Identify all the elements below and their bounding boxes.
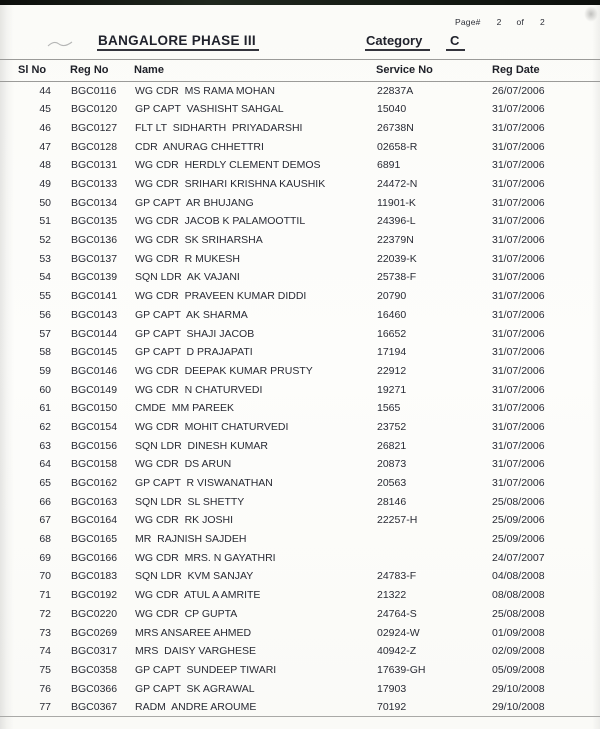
cell-service-no: 17639-GH: [377, 663, 426, 676]
cell-slno: 73: [39, 626, 51, 639]
cell-service-no: 22912: [377, 364, 407, 377]
cell-regno: BGC0120: [71, 103, 118, 116]
cell-regno: BGC0143: [71, 308, 118, 321]
cell-name: WG CDR R MUKESH: [135, 252, 240, 265]
table-row: [0, 586, 600, 605]
cell-service-no: 20563: [377, 477, 407, 490]
cell-name: GP CAPT R VISWANATHAN: [135, 477, 273, 490]
registry-table: [0, 59, 600, 717]
table-row: [0, 455, 600, 474]
table-row: [0, 623, 600, 642]
cell-regno: BGC0128: [71, 140, 118, 153]
page-indicator: [455, 17, 545, 27]
cell-slno: 69: [39, 551, 51, 564]
cell-regno: BGC0366: [71, 682, 118, 695]
cell-reg-date: 31/07/2006: [492, 178, 545, 191]
table-row: [0, 680, 600, 699]
table-row: [0, 231, 600, 250]
cell-reg-date: 31/07/2006: [492, 346, 545, 359]
cell-slno: 53: [39, 252, 51, 265]
cell-regno: BGC0166: [71, 551, 118, 564]
table-row: [0, 661, 600, 680]
cell-name: WG CDR HERDLY CLEMENT DEMOS: [135, 159, 321, 172]
cell-regno: BGC0131: [71, 159, 118, 172]
table-row: [0, 212, 600, 231]
cell-slno: 64: [39, 458, 51, 471]
cell-service-no: 02924-W: [377, 626, 420, 639]
cell-reg-date: 31/07/2006: [492, 252, 545, 265]
cell-slno: 66: [39, 495, 51, 508]
page-title: BANGALORE PHASE III: [97, 33, 259, 51]
cell-name: WG CDR PRAVEEN KUMAR DIDDI: [135, 290, 307, 303]
cell-name: GP CAPT VASHISHT SAHGAL: [135, 103, 284, 116]
table-row: [0, 138, 600, 157]
cell-reg-date: 05/09/2008: [492, 663, 545, 676]
cell-reg-date: 31/07/2006: [492, 234, 545, 247]
cell-reg-date: 31/07/2006: [492, 383, 545, 396]
cell-service-no: 26821: [377, 439, 407, 452]
table-row: [0, 306, 600, 325]
cell-service-no: 25738-F: [377, 271, 417, 284]
cell-reg-date: 31/07/2006: [492, 420, 545, 433]
cell-name: WG CDR JACOB K PALAMOOTTIL: [135, 215, 306, 228]
cell-name: MRS ANSAREE AHMED: [135, 626, 252, 639]
cell-regno: BGC0156: [71, 439, 118, 452]
cell-reg-date: 31/07/2006: [492, 439, 545, 452]
cell-service-no: 1565: [377, 402, 401, 415]
cell-slno: 56: [39, 308, 51, 321]
category-value: C: [446, 33, 465, 51]
cell-slno: 49: [39, 178, 51, 191]
cell-service-no: 6891: [377, 159, 401, 172]
table-row: [0, 493, 600, 512]
cell-reg-date: 31/07/2006: [492, 458, 545, 471]
cell-regno: BGC0145: [71, 346, 118, 359]
cell-name: SQN LDR KVM SANJAY: [135, 570, 254, 583]
cell-regno: BGC0163: [71, 495, 118, 508]
cell-name: WG CDR MOHIT CHATURVEDI: [135, 420, 289, 433]
page-label: Page#: [455, 17, 481, 27]
table-row: [0, 100, 600, 119]
cell-regno: BGC0164: [71, 514, 118, 527]
cell-regno: BGC0158: [71, 458, 118, 471]
table-row: [0, 698, 600, 717]
cell-reg-date: 29/10/2008: [492, 701, 545, 714]
column-header-slno: Sl No: [18, 64, 47, 76]
cell-name: SQN LDR SL SHETTY: [135, 495, 245, 508]
cell-name: WG CDR CP GUPTA: [135, 607, 238, 620]
table-row: [0, 474, 600, 493]
table-row: [0, 567, 600, 586]
cell-slno: 45: [39, 103, 51, 116]
cell-reg-date: 31/07/2006: [492, 308, 545, 321]
cell-slno: 52: [39, 234, 51, 247]
cell-slno: 58: [39, 346, 51, 359]
cell-service-no: 20873: [377, 458, 407, 471]
page-total: 2: [540, 17, 545, 27]
cell-service-no: 40942-Z: [377, 645, 417, 658]
cell-name: GP CAPT SUNDEEP TIWARI: [135, 663, 277, 676]
cell-slno: 60: [39, 383, 51, 396]
cell-service-no: 16652: [377, 327, 407, 340]
cell-name: MR RAJNISH SAJDEH: [135, 533, 247, 546]
cell-regno: BGC0144: [71, 327, 118, 340]
header-row: [0, 60, 600, 82]
cell-slno: 65: [39, 477, 51, 490]
cell-service-no: 16460: [377, 308, 407, 321]
cell-name: WG CDR DEEPAK KUMAR PRUSTY: [135, 364, 313, 377]
cell-slno: 59: [39, 364, 51, 377]
cell-service-no: 24396-L: [377, 215, 416, 228]
cell-service-no: 15040: [377, 103, 407, 116]
cell-name: GP CAPT AK SHARMA: [135, 308, 248, 321]
category-label: Category: [365, 33, 430, 51]
table-row: [0, 250, 600, 269]
cell-reg-date: 31/07/2006: [492, 121, 545, 134]
cell-reg-date: 31/07/2006: [492, 364, 545, 377]
cell-slno: 67: [39, 514, 51, 527]
cell-regno: BGC0317: [71, 645, 118, 658]
table-row: [0, 511, 600, 530]
cell-regno: BGC0137: [71, 252, 118, 265]
table-row: [0, 268, 600, 287]
cell-regno: BGC0183: [71, 570, 118, 583]
cell-reg-date: 31/07/2006: [492, 215, 545, 228]
cell-regno: BGC0154: [71, 420, 118, 433]
column-header-regdate: Reg Date: [492, 64, 540, 76]
cell-slno: 75: [39, 663, 51, 676]
cell-service-no: [372, 549, 487, 568]
column-header-service: Service No: [376, 64, 433, 76]
cell-regno: BGC0136: [71, 234, 118, 247]
cell-regno: BGC0367: [71, 701, 118, 714]
cell-reg-date: 08/08/2008: [492, 589, 545, 602]
cell-service-no: 70192: [377, 701, 407, 714]
cell-name: GP CAPT D PRAJAPATI: [135, 346, 253, 359]
cell-slno: 57: [39, 327, 51, 340]
cell-name: FLT LT SIDHARTH PRIYADARSHI: [135, 121, 303, 134]
cell-service-no: 26738N: [377, 121, 414, 134]
cell-regno: BGC0269: [71, 626, 118, 639]
cell-slno: 74: [39, 645, 51, 658]
cell-name: WG CDR RK JOSHI: [135, 514, 234, 527]
cell-service-no: 02658-R: [377, 140, 418, 153]
cell-regno: BGC0162: [71, 477, 118, 490]
cell-service-no: 22257-H: [377, 514, 418, 527]
cell-reg-date: 04/08/2008: [492, 570, 545, 583]
cell-service-no: 24783-F: [377, 570, 417, 583]
cell-service-no: 20790: [377, 290, 407, 303]
cell-reg-date: 31/07/2006: [492, 140, 545, 153]
cell-regno: BGC0116: [71, 84, 117, 97]
cell-name: GP CAPT AR BHUJANG: [135, 196, 254, 209]
table-row: [0, 437, 600, 456]
table-row: [0, 642, 600, 661]
cell-slno: 72: [39, 607, 51, 620]
cell-service-no: 22837A: [377, 84, 414, 97]
table-row: [0, 362, 600, 381]
cell-regno: BGC0146: [71, 364, 118, 377]
cell-slno: 77: [39, 701, 51, 714]
cell-regno: BGC0135: [71, 215, 118, 228]
cell-name: CMDE MM PAREEK: [135, 402, 234, 415]
cell-name: SQN LDR AK VAJANI: [135, 271, 240, 284]
table-body: [0, 82, 600, 717]
cell-name: WG CDR MRS. N GAYATHRI: [135, 551, 276, 564]
table-row: [0, 175, 600, 194]
cell-reg-date: 31/07/2006: [492, 271, 545, 284]
cell-regno: BGC0165: [71, 533, 118, 546]
cell-name: WG CDR SRIHARI KRISHNA KAUSHIK: [135, 178, 326, 191]
cell-reg-date: 31/07/2006: [492, 159, 545, 172]
cell-reg-date: 31/07/2006: [492, 477, 545, 490]
cell-name: MRS DAISY VARGHESE: [135, 645, 256, 658]
cell-regno: BGC0358: [71, 663, 118, 676]
category: [365, 33, 465, 48]
table-row: [0, 82, 600, 101]
cell-regno: BGC0127: [71, 121, 118, 134]
table-row: [0, 287, 600, 306]
cell-slno: 71: [39, 589, 51, 602]
table-row: [0, 418, 600, 437]
cell-reg-date: 31/07/2006: [492, 327, 545, 340]
cell-service-no: 19271: [377, 383, 407, 396]
table-row: [0, 605, 600, 624]
cell-reg-date: 01/09/2008: [492, 626, 545, 639]
cell-service-no: 24472-N: [377, 178, 418, 191]
title-row: [0, 33, 600, 53]
cell-slno: 63: [39, 439, 51, 452]
cell-slno: 50: [39, 196, 51, 209]
cell-regno: BGC0220: [71, 607, 118, 620]
cell-reg-date: 31/07/2006: [492, 103, 545, 116]
table-row: [0, 549, 600, 568]
cell-regno: BGC0139: [71, 271, 118, 284]
table-row: [0, 156, 600, 175]
cell-service-no: 11901-K: [377, 196, 416, 209]
cell-service-no: 17194: [377, 346, 407, 359]
cell-name: CDR ANURAG CHHETTRI: [135, 140, 264, 153]
page-current: 2: [496, 17, 502, 27]
cell-reg-date: 25/09/2006: [492, 514, 545, 527]
cell-service-no: 21322: [377, 589, 407, 602]
cell-service-no: 28146: [377, 495, 407, 508]
scan-edge-strip: [0, 0, 600, 5]
cell-reg-date: 02/09/2008: [492, 645, 545, 658]
cell-slno: 61: [39, 402, 51, 415]
cell-regno: BGC0134: [71, 196, 118, 209]
cell-name: WG CDR ATUL A AMRITE: [135, 589, 261, 602]
cell-slno: 47: [39, 140, 51, 153]
cell-regno: BGC0150: [71, 402, 118, 415]
table-row: [0, 343, 600, 362]
cell-slno: 54: [39, 271, 51, 284]
cell-service-no: 24764-S: [377, 607, 417, 620]
cell-reg-date: 24/07/2007: [492, 551, 545, 564]
cell-slno: 44: [39, 84, 51, 97]
cell-name: WG CDR MS RAMA MOHAN: [135, 84, 276, 97]
cell-reg-date: 26/07/2006: [492, 84, 545, 97]
cell-reg-date: 25/09/2006: [492, 533, 545, 546]
cell-regno: BGC0133: [71, 178, 118, 191]
cell-service-no: 22039-K: [377, 252, 417, 265]
cell-slno: 48: [39, 159, 51, 172]
cell-slno: 68: [39, 533, 51, 546]
table-header: [0, 60, 600, 82]
cell-reg-date: 31/07/2006: [492, 290, 545, 303]
cell-name: WG CDR SK SRIHARSHA: [135, 234, 263, 247]
cell-reg-date: 29/10/2008: [492, 682, 545, 695]
table-row: [0, 324, 600, 343]
cell-slno: 76: [39, 682, 51, 695]
cell-slno: 51: [39, 215, 51, 228]
cell-slno: 70: [39, 570, 51, 583]
cell-regno: BGC0149: [71, 383, 118, 396]
cell-slno: 62: [39, 420, 51, 433]
page-of-label: of: [516, 17, 525, 27]
cell-slno: 55: [39, 290, 51, 303]
cell-name: WG CDR DS ARUN: [135, 458, 232, 471]
cell-slno: 46: [39, 121, 51, 134]
cell-service-no: 17903: [377, 682, 407, 695]
cell-name: WG CDR N CHATURVEDI: [135, 383, 263, 396]
cell-regno: BGC0192: [71, 589, 118, 602]
table-row: [0, 399, 600, 418]
cell-name: GP CAPT SHAJI JACOB: [135, 327, 255, 340]
cell-reg-date: 31/07/2006: [492, 196, 545, 209]
scan-smudge: [584, 6, 598, 22]
cell-service-no: 22379N: [377, 234, 414, 247]
cell-name: RADM ANDRE AROUME: [135, 701, 257, 714]
cell-reg-date: 25/08/2006: [492, 495, 545, 508]
cell-reg-date: 31/07/2006: [492, 402, 545, 415]
cell-service-no: [372, 530, 487, 549]
cell-service-no: 23752: [377, 420, 407, 433]
table-row: [0, 530, 600, 549]
cell-name: GP CAPT SK AGRAWAL: [135, 682, 255, 695]
cell-regno: BGC0141: [71, 290, 118, 303]
column-header-name: Name: [134, 64, 164, 76]
table-row: [0, 194, 600, 213]
table-row: [0, 381, 600, 400]
column-header-regno: Reg No: [70, 64, 109, 76]
cell-reg-date: 25/08/2008: [492, 607, 545, 620]
table-row: [0, 119, 600, 138]
cell-name: SQN LDR DINESH KUMAR: [135, 439, 269, 452]
